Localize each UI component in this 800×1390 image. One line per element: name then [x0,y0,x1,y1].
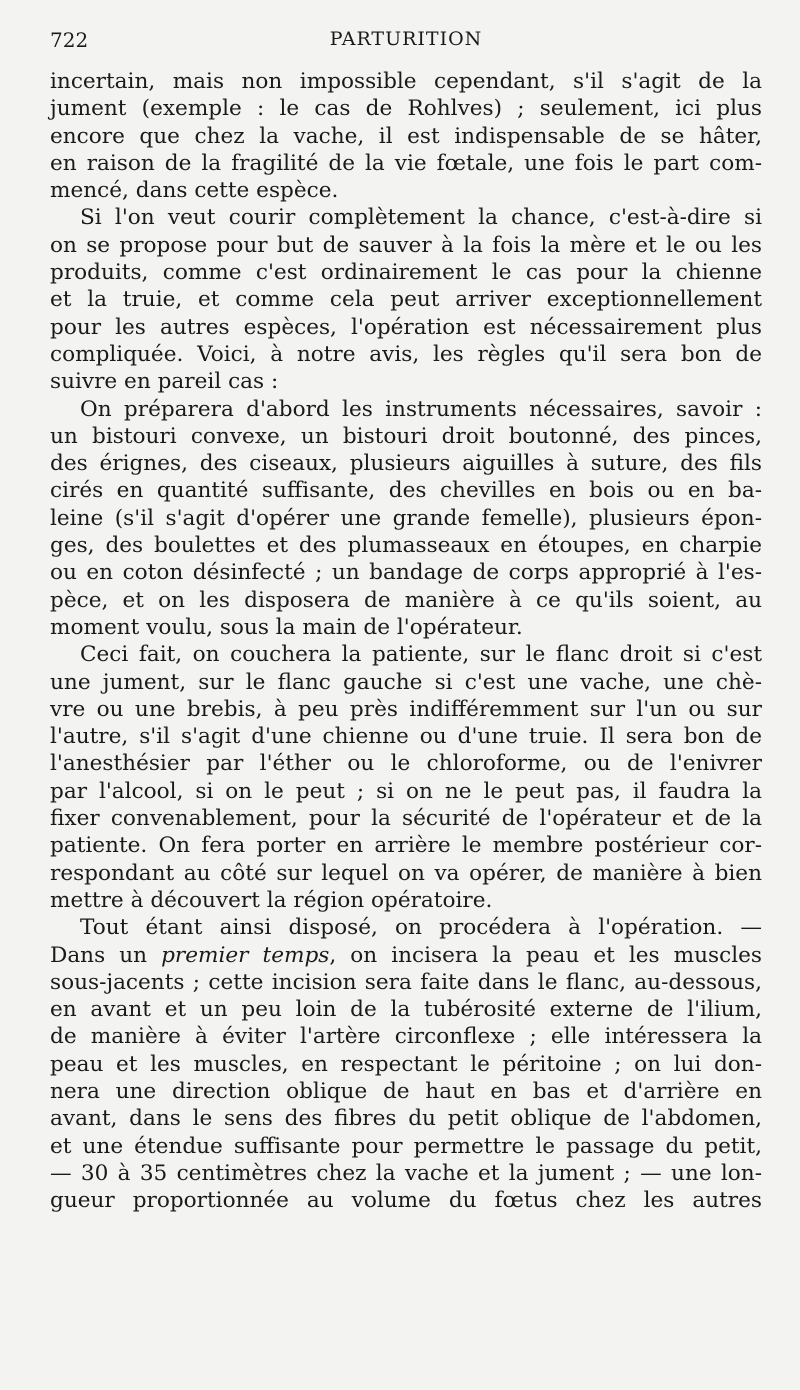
text-line: on se propose pour but de sauver à la fois la mère et le ou les [50,232,762,258]
text-line: sous-jacents ; cette incision sera faite dans le flanc, au-dessous, [50,969,762,995]
text-line: en avant et un peu loin de la tubérosité externe de l'ilium, [50,997,762,1023]
text-line: produits, comme c'est ordinairement le cas pour la chienne [50,260,762,286]
body-text [50,68,762,1214]
text-line: ou en coton désinfecté ; un bandage de corps approprié à l'es- [50,560,762,586]
text-segment: , on incisera la peau et les muscles [329,942,763,968]
text-line: l'anesthésier par l'éther ou le chloroforme, ou de l'enivrer [50,751,762,777]
text-line [50,942,762,969]
italic-term: premier temps [161,942,330,968]
text-line: encore que chez la vache, il est indispensable de se hâter, [50,123,762,149]
text-line: respondant au côté sur lequel on va opérer, de manière à bien [50,860,762,886]
text-line: — 30 à 35 centimètres chez la vache et la jument ; — une lon- [50,1160,762,1186]
text-line: patiente. On fera porter en arrière le membre postérieur cor- [50,833,762,859]
text-line: leine (s'il s'agit d'opérer une grande femelle), plusieurs épon- [50,505,762,531]
text-line: mencé, dans cette espèce. [50,178,339,204]
running-head: PARTURITION [329,28,483,50]
text-line: l'autre, s'il s'agit d'une chienne ou d'une truie. Il sera bon de [50,724,762,750]
text-line: nera une direction oblique de haut en bas et d'arrière en [50,1078,762,1104]
text-line: un bistouri convexe, un bistouri droit boutonné, des pinces, [50,423,762,449]
text-line: moment voulu, sous la main de l'opérateur. [50,614,523,640]
text-line: par l'alcool, si on le peut ; si on ne le peut pas, il faudra la [50,778,762,804]
text-line: cirés en quantité suffisante, des chevilles en bois ou en ba- [50,478,762,504]
text-line: de manière à éviter l'artère circonflexe ; elle intéressera la [50,1024,762,1050]
text-line: Ceci fait, on couchera la patiente, sur le flanc droit si c'est [80,642,762,668]
text-line: compliquée. Voici, à notre avis, les règles qu'il sera bon de [50,341,762,367]
page-number: 722 [50,28,89,52]
text-line: vre ou une brebis, à peu près indifféremment sur l'un ou sur [50,696,762,722]
text-line: et une étendue suffisante pour permettre le passage du petit, [50,1133,762,1159]
page-header [50,28,762,58]
text-line: peau et les muscles, en respectant le péritoine ; on lui don- [50,1051,762,1077]
text-line: pèce, et on les disposera de manière à ce qu'ils soient, au [50,587,762,613]
text-line: en raison de la fragilité de la vie fœtale, une fois le part com- [50,150,762,176]
text-line: On préparera d'abord les instruments nécessaires, savoir : [80,396,762,422]
text-line: jument (exemple : le cas de Rohlves) ; seulement, ici plus [50,96,762,122]
text-line: incertain, mais non impossible cependant, s'il s'agit de la [50,69,762,94]
text-segment: Dans un [50,942,162,968]
text-line: et la truie, et comme cela peut arriver exceptionnellement [50,287,762,313]
text-line: pour les autres espèces, l'opération est nécessairement plus [50,314,762,340]
text-line: Tout étant ainsi disposé, on procédera à l'opération. — [80,915,762,941]
text-line: avant, dans le sens des fibres du petit oblique de l'abdomen, [50,1106,762,1132]
text-line: des érignes, des ciseaux, plusieurs aiguilles à suture, des fils [50,451,762,477]
text-line: gueur proportionnée au volume du fœtus chez les autres [50,1188,762,1214]
text-line: fixer convenablement, pour la sécurité de l'opérateur et de la [50,806,762,832]
text-line: suivre en pareil cas : [50,369,279,395]
text-line: une jument, sur le flanc gauche si c'est une vache, une chè- [50,669,762,695]
text-line: ges, des boulettes et des plumasseaux en étoupes, en charpie [50,533,762,559]
text-line: Si l'on veut courir complètement la chance, c'est-à-dire si [80,205,762,231]
text-line: mettre à découvert la région opératoire. [50,887,493,913]
